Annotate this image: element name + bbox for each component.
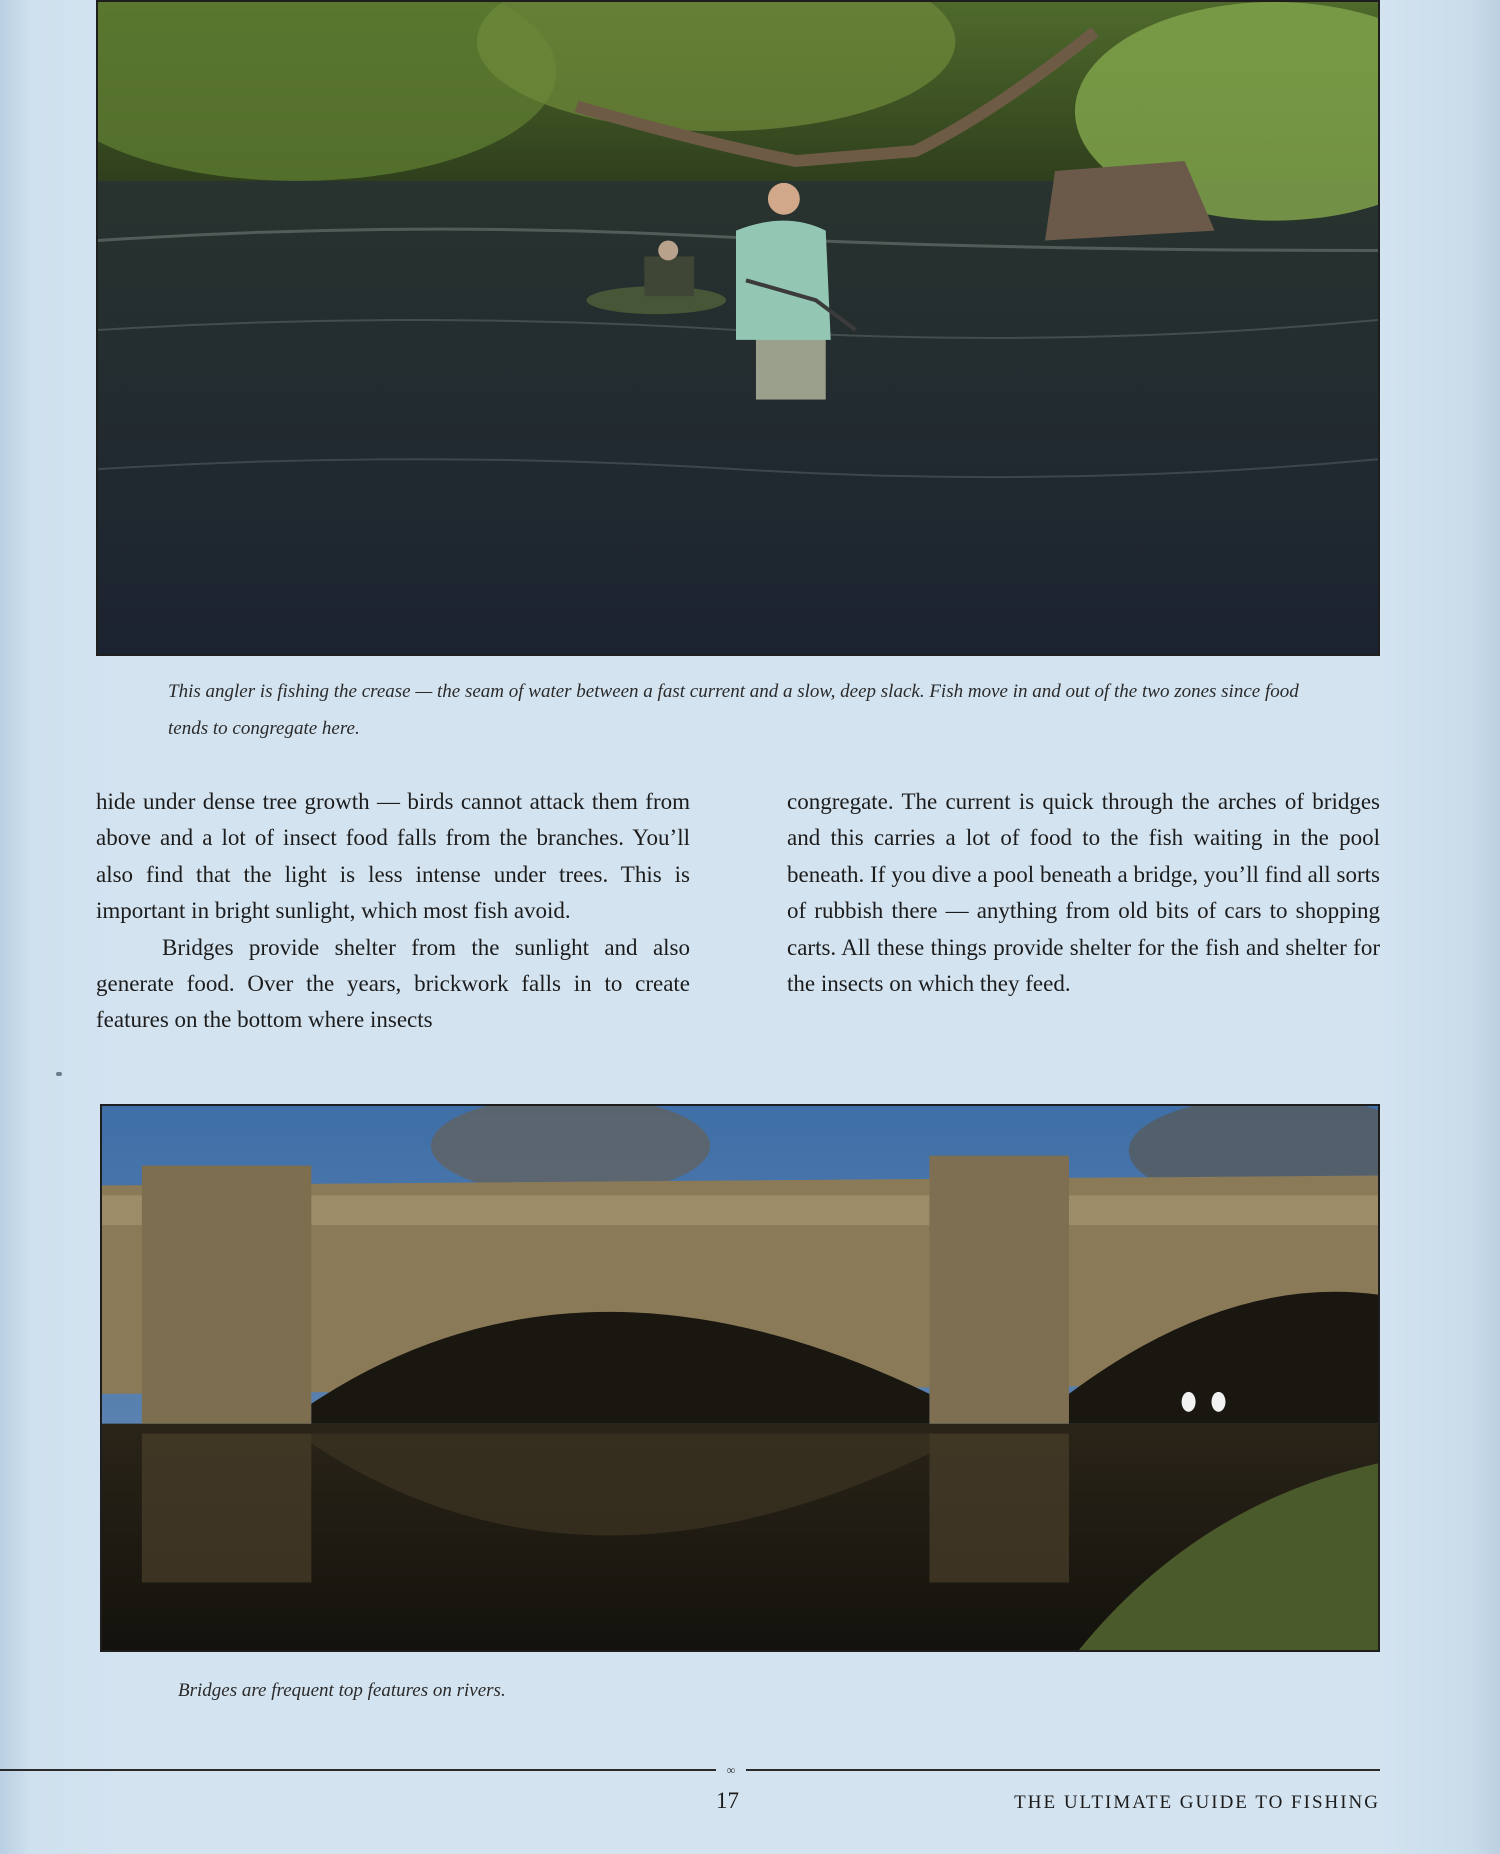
- stone-bridge-photo: [100, 1104, 1380, 1652]
- margin-speck: [56, 1072, 62, 1076]
- top-photo-caption: This angler is fishing the crease — the seam of water between a fast current and a slow, deep slack. Fish move in and out of the two zones since food tends to congregate here.: [168, 681, 1299, 739]
- footer-rule: [0, 1769, 1380, 1771]
- footer-ornament: ∞: [716, 1763, 746, 1777]
- angler-river-illustration: [98, 2, 1378, 654]
- paragraph-trees: hide under dense tree growth — birds cannot attack them from above and a lot of insect food falls from the branches. You’ll also find that the light is less intense under trees. This is important in bright sunlight, which most fish avoid.: [96, 789, 690, 924]
- paragraph-bridges-continued: congregate. The current is quick through the arches of bridges and this carries a lot of food to the fish waiting in the pool beneath. If you dive a pool beneath a bridge, you’ll find all sorts of rubbish there — anything from old bits of cars to shopping carts. All these things provide shelter for the fish and shelter for the insects on which they feed.: [787, 789, 1380, 997]
- running-title: THE ULTIMATE GUIDE TO FISHING: [1014, 1792, 1380, 1813]
- bottom-photo-caption: Bridges are frequent top features on rivers.: [178, 1680, 506, 1701]
- stone-bridge-illustration: [102, 1106, 1378, 1650]
- right-text-column: [787, 784, 1380, 1002]
- angler-river-photo: [96, 0, 1380, 656]
- paragraph-bridges: Bridges provide shelter from the sunlight and also generate food. Over the years, brickwork falls in to create features on the bottom where insects: [96, 934, 690, 1033]
- page-number: 17: [716, 1788, 739, 1813]
- left-text-column: [96, 784, 690, 1039]
